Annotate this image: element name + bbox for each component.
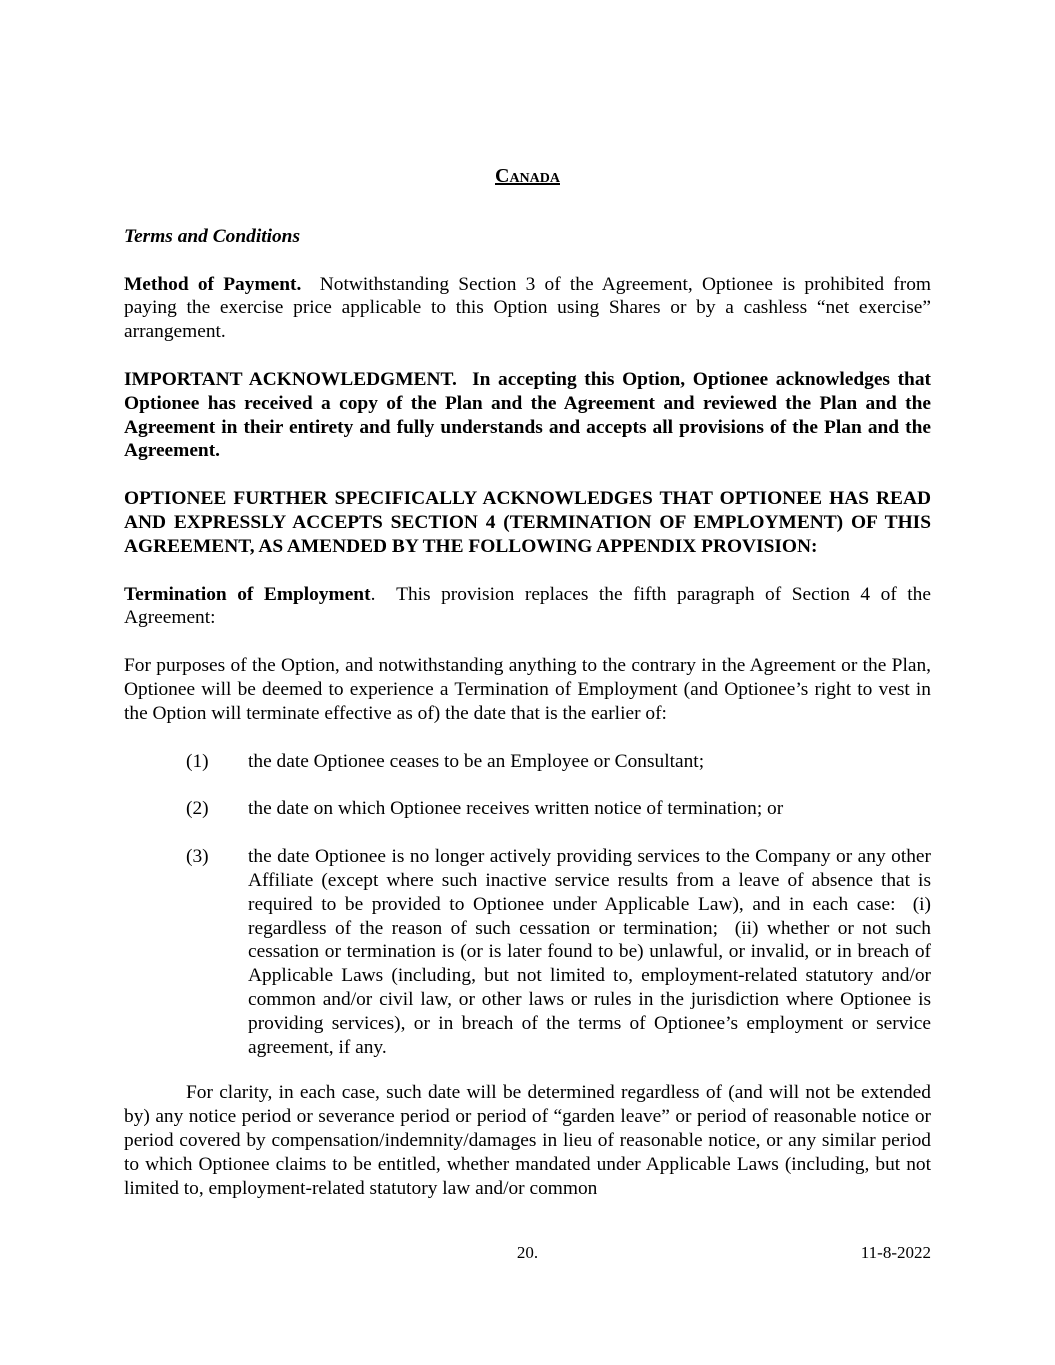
list-item xyxy=(124,750,931,774)
list-item-number: (2) xyxy=(186,798,209,820)
method-of-payment-label: Method of Payment. xyxy=(124,273,302,295)
clarity-paragraph: For clarity, in each case, such date will be determined regardless of (and will not be extended by) any notice period or severance period or period of “garden leave” or period of reasonable notice or period covered by compensation/indemnity/damages in lieu of reasonable notice, or any similar period to which Optionee claims to be entitled, whether mandated under Applicable Laws (including, but not limited to, employment-related statutory law and/or common xyxy=(124,1082,931,1199)
method-of-payment-text: Notwithstanding Section 3 of the Agreement, Optionee is prohibited from paying the exercise price applicable to this Option using Shares or by a cashless “net exercise” arrangement. xyxy=(124,273,936,343)
list-item-text: the date on which Optionee receives written notice of termination; or xyxy=(248,798,784,820)
termination-of-employment-paragraph xyxy=(124,583,935,631)
list-item-number: (3) xyxy=(186,846,209,868)
method-of-payment-paragraph xyxy=(124,273,936,344)
footer-date: 11-8-2022 xyxy=(860,1243,931,1262)
list-item-number: (1) xyxy=(186,750,209,772)
list-item xyxy=(124,845,936,1059)
list-item-text: the date Optionee ceases to be an Employee or Consultant; xyxy=(248,750,705,772)
purposes-paragraph: For purposes of the Option, and notwithstanding anything to the contrary in the Agreement or the Plan, Optionee will be deemed to experience a Termination of Employment (and Optionee’s right to vest in the Option will terminate effective as of) the date that is the earlier of: xyxy=(124,655,931,724)
page-number: 20. xyxy=(516,1243,539,1262)
page-heading: Canada xyxy=(495,165,560,187)
termination-label: Termination of Employment xyxy=(124,583,371,605)
document-page xyxy=(124,165,936,1200)
optionee-further-acknowledges-paragraph: OPTIONEE FURTHER SPECIFICALLY ACKNOWLEDGES THAT OPTIONEE HAS READ AND EXPRESSLY ACCEPTS SECTION 4 (TERMINATION OF EMPLOYMENT) OF THIS AGREEMENT, AS AMENDED BY THE FOLLOWING APPENDIX PROVISION: xyxy=(124,488,931,557)
section-title: Terms and Conditions xyxy=(124,225,301,247)
list-item-text: the date Optionee is no longer actively providing services to the Company or any other Affiliate (except where such inactive service results from a leave of absence that is required to be provided to Optionee under Applicable Law), and in each case: (i) regardless of the reason of such cessation or termination; (ii) whether or not such cessation or termination is (or is later found to be) unlawful, or invalid, or in breach of Applicable Laws (including, but not limited to, employment-related statutory and/or common and/or civil law, or other laws or rules in the jurisdiction where Optionee is providing services), or in breach of the terms of Optionee’s employment or service agreement, if any. xyxy=(248,846,936,1058)
list-item xyxy=(124,797,931,821)
termination-text: . This provision replaces the fifth paragraph of Section 4 of the Agreement: xyxy=(124,583,935,629)
important-acknowledgment-paragraph: IMPORTANT ACKNOWLEDGMENT. In accepting this Option, Optionee acknowledges that Optionee has received a copy of the Plan and the Agreement and reviewed the Plan and the Agreement in their entirety and fully understands and accepts all provisions of the Plan and the Agreement. xyxy=(124,368,936,462)
